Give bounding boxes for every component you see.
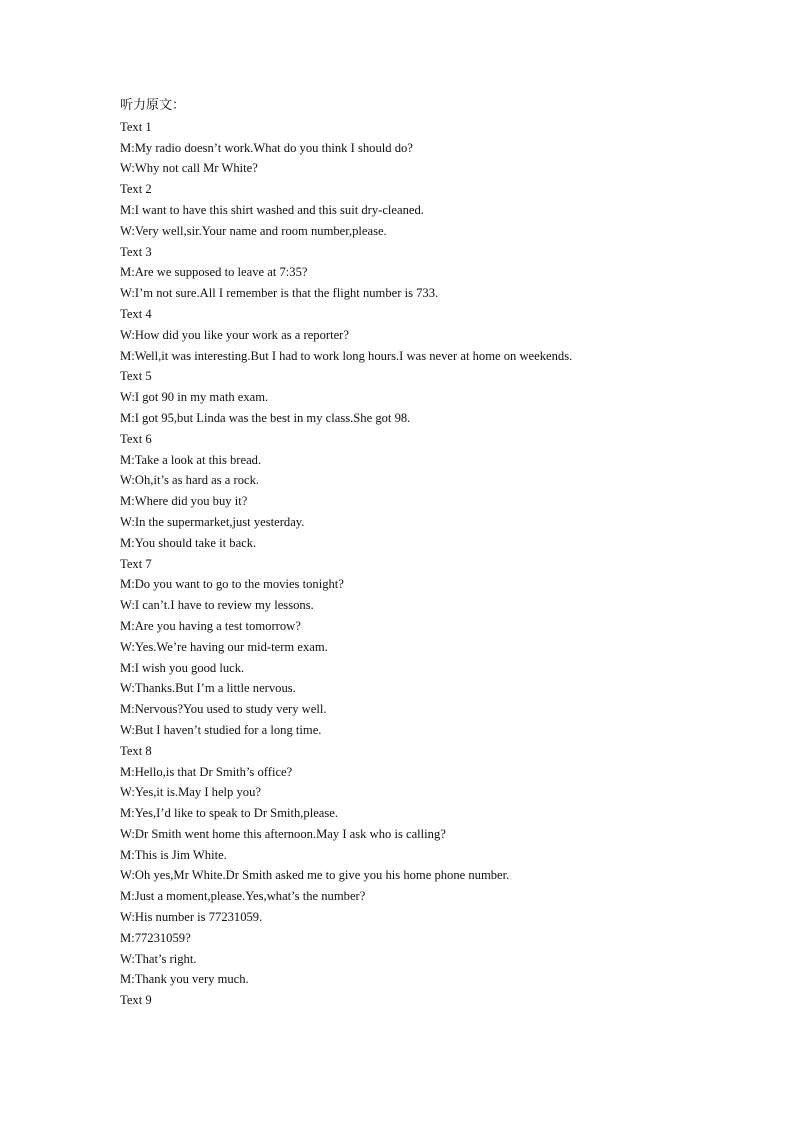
dialogue-line: M:Just a moment,please.Yes,what’s the number? bbox=[120, 889, 366, 904]
dialogue-line: M:77231059? bbox=[120, 930, 191, 945]
text-label: Text 8 bbox=[120, 743, 152, 758]
dialogue-line: M:Take a look at this bread. bbox=[120, 452, 262, 467]
dialogue-line: W:That’s right. bbox=[120, 951, 197, 966]
dialogue-line: M:You should take it back. bbox=[120, 535, 257, 550]
dialogue-line: M:Hello,is that Dr Smith’s office? bbox=[120, 764, 293, 779]
dialogue-line: M:Well,it was interesting.But I had to work long hours.I was never at home on weekends. bbox=[120, 348, 573, 363]
dialogue-line: W:I got 90 in my math exam. bbox=[120, 390, 269, 405]
text-label: Text 3 bbox=[120, 244, 152, 259]
dialogue-line: W:Very well,sir.Your name and room number,please. bbox=[120, 223, 387, 238]
dialogue-line: W:Thanks.But I’m a little nervous. bbox=[120, 681, 296, 696]
dialogue-line: M:Yes,I’d like to speak to Dr Smith,please. bbox=[120, 806, 339, 821]
dialogue-line: W:Yes,it is.May I help you? bbox=[120, 785, 261, 800]
dialogue-line: M:This is Jim White. bbox=[120, 847, 227, 862]
dialogue-line: M:Are we supposed to leave at 7:35? bbox=[120, 265, 308, 280]
dialogue-line: W:Yes.We’re having our mid-term exam. bbox=[120, 639, 328, 654]
dialogue-line: M:I want to have this shirt washed and this suit dry-cleaned. bbox=[120, 202, 424, 217]
text-label: Text 6 bbox=[120, 431, 152, 446]
dialogue-line: W:I’m not sure.All I remember is that the flight number is 733. bbox=[120, 286, 439, 301]
dialogue-line: W:In the supermarket,just yesterday. bbox=[120, 514, 305, 529]
text-label: Text 1 bbox=[120, 119, 152, 134]
transcript-heading: 听力原文： bbox=[120, 98, 186, 113]
dialogue-line: M:Where did you buy it? bbox=[120, 494, 248, 509]
dialogue-line: W:I can’t.I have to review my lessons. bbox=[120, 598, 314, 613]
dialogue-line: W:Why not call Mr White? bbox=[120, 161, 258, 176]
text-label: Text 9 bbox=[120, 993, 152, 1008]
dialogue-line: W:Oh,it’s as hard as a rock. bbox=[120, 473, 260, 488]
dialogue-line: W:But I haven’t studied for a long time. bbox=[120, 722, 322, 737]
dialogue-line: M:My radio doesn’t work.What do you think I should do? bbox=[120, 140, 413, 155]
dialogue-line: M:Nervous?You used to study very well. bbox=[120, 702, 327, 717]
dialogue-line: W:His number is 77231059. bbox=[120, 910, 263, 925]
text-label: Text 4 bbox=[120, 306, 152, 321]
dialogue-line: M:Do you want to go to the movies tonight? bbox=[120, 577, 344, 592]
dialogue-line: W:Oh yes,Mr White.Dr Smith asked me to give you his home phone number. bbox=[120, 868, 510, 883]
dialogue-line: W:How did you like your work as a reporter? bbox=[120, 327, 349, 342]
dialogue-line: M:Thank you very much. bbox=[120, 972, 249, 987]
dialogue-line: M:Are you having a test tomorrow? bbox=[120, 618, 301, 633]
transcript-body bbox=[120, 96, 740, 1011]
text-label: Text 7 bbox=[120, 556, 152, 571]
text-label: Text 5 bbox=[120, 369, 152, 384]
dialogue-line: M:I got 95,but Linda was the best in my class.She got 98. bbox=[120, 410, 411, 425]
text-label: Text 2 bbox=[120, 182, 152, 197]
dialogue-line: W:Dr Smith went home this afternoon.May I ask who is calling? bbox=[120, 826, 446, 841]
dialogue-line: M:I wish you good luck. bbox=[120, 660, 245, 675]
